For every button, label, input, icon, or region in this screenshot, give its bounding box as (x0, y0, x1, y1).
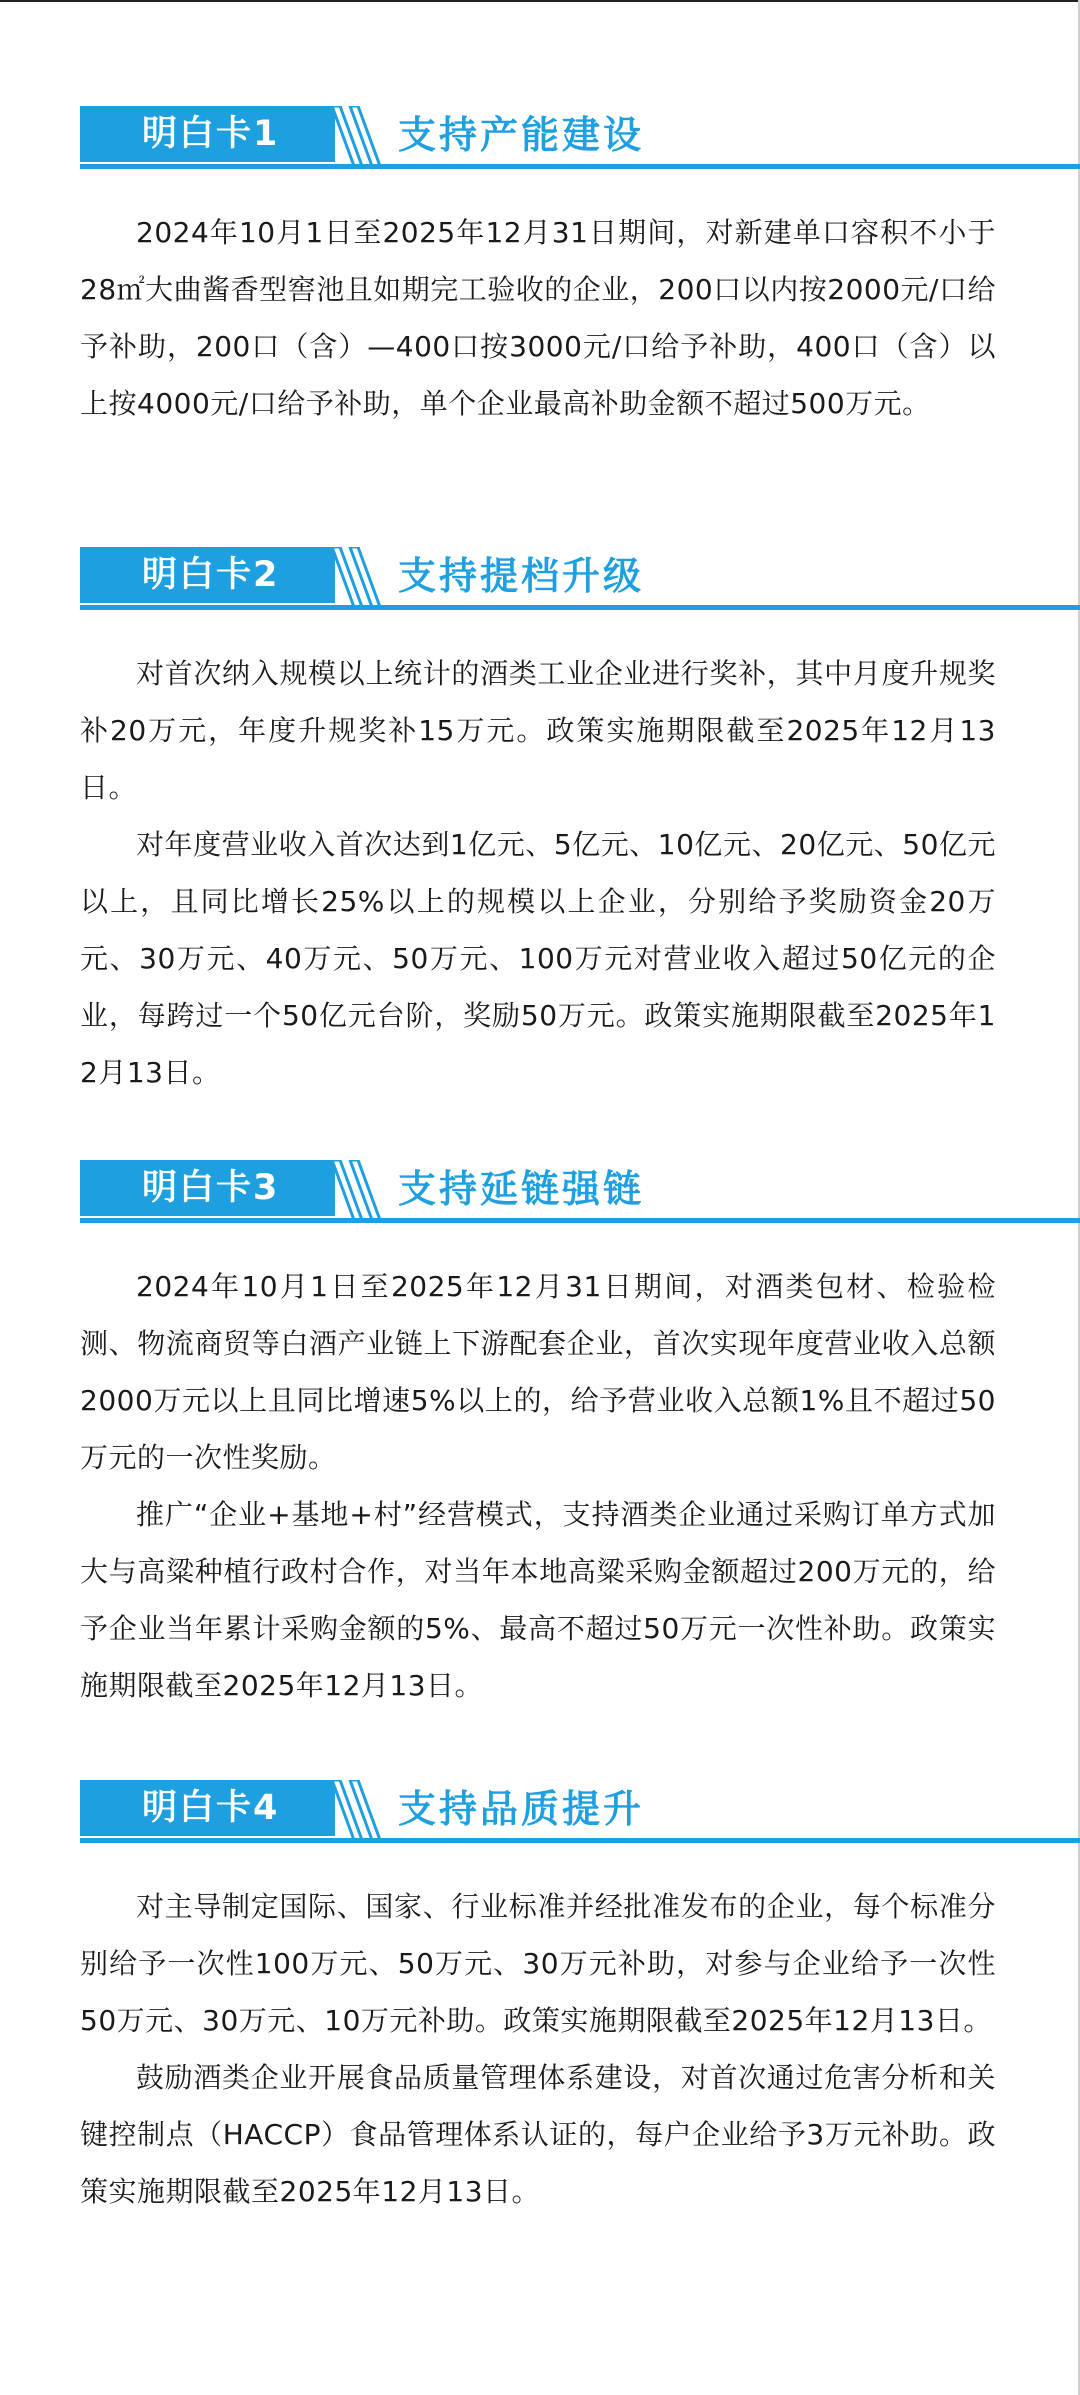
double-slash-icon (328, 106, 390, 166)
double-slash-icon (328, 547, 390, 607)
double-slash-icon (328, 1160, 390, 1220)
card-1-body (80, 204, 996, 432)
card-3 (0, 1160, 1080, 1702)
card-1-badge: 明白卡1 (80, 106, 335, 162)
card-2 (0, 547, 1080, 1089)
card-2-badge: 明白卡2 (80, 547, 335, 603)
card-1-header-line (80, 164, 1080, 169)
card-3-header (0, 1160, 1080, 1220)
card-2-paragraph-1: 对首次纳入规模以上统计的酒类工业企业进行奖补，其中月度升规奖补20万元，年度升规奖补15万元。政策实施期限截至2025年12月13日。 (80, 657, 996, 804)
card-1 (0, 106, 1080, 420)
card-3-badge: 明白卡3 (80, 1160, 335, 1216)
card-4-title: 支持品质提升 (398, 1787, 645, 1831)
card-4-paragraph-2: 鼓励酒类企业开展食品质量管理体系建设，对首次通过危害分析和关键控制点（HACCP）食品管理体系认证的，每户企业给予3万元补助。政策实施期限截至2025年12月13日。 (80, 2061, 996, 2208)
card-4-badge: 明白卡4 (80, 1780, 335, 1836)
card-4-header-line (80, 1838, 1080, 1843)
card-3-header-line (80, 1218, 1080, 1223)
top-rule (0, 0, 1080, 2)
card-3-paragraph-1: 2024年10月1日至2025年12月31日期间，对酒类包材、检验检测、物流商贸等白酒产业链上下游配套企业，首次实现年度营业收入总额2000万元以上且同比增速5%以上的，给予营业收入总额1%且不超过50万元的一次性奖励。 (80, 1270, 996, 1474)
card-2-body (80, 645, 996, 1101)
card-4-body (80, 1878, 996, 2220)
card-2-header (0, 547, 1080, 607)
card-1-header (0, 106, 1080, 166)
card-2-title: 支持提档升级 (398, 554, 645, 598)
card-1-paragraph-1: 2024年10月1日至2025年12月31日期间，对新建单口容积不小于28㎡大曲酱香型窖池且如期完工验收的企业，200口以内按2000元/口给予补助，200口（含）—400口按3000元/口给予补助，400口（含）以上按4000元/口给予补助，单个企业最高补助金额不超过500万元。 (80, 216, 996, 420)
card-4-header (0, 1780, 1080, 1840)
card-2-paragraph-2: 对年度营业收入首次达到1亿元、5亿元、10亿元、20亿元、50亿元以上，且同比增长25%以上的规模以上企业，分别给予奖励资金20万元、30万元、40万元、50万元、100万元对营业收入超过50亿元的企业，每跨过一个50亿元台阶，奖励50万元。政策实施期限截至2025年12月13日。 (80, 828, 996, 1089)
card-3-title: 支持延链强链 (398, 1167, 645, 1211)
double-slash-icon (328, 1780, 390, 1840)
card-4 (0, 1780, 1080, 2208)
card-1-title: 支持产能建设 (398, 113, 645, 157)
card-2-header-line (80, 605, 1080, 610)
card-4-paragraph-1: 对主导制定国际、国家、行业标准并经批准发布的企业，每个标准分别给予一次性100万元、50万元、30万元补助，对参与企业给予一次性50万元、30万元、10万元补助。政策实施期限截至2025年12月13日。 (80, 1890, 996, 2037)
card-3-paragraph-2: 推广“企业+基地+村”经营模式，支持酒类企业通过采购订单方式加大与高粱种植行政村合作，对当年本地高粱采购金额超过200万元的，给予企业当年累计采购金额的5%、最高不超过50万元一次性补助。政策实施期限截至2025年12月13日。 (80, 1498, 996, 1702)
card-3-body (80, 1258, 996, 1714)
